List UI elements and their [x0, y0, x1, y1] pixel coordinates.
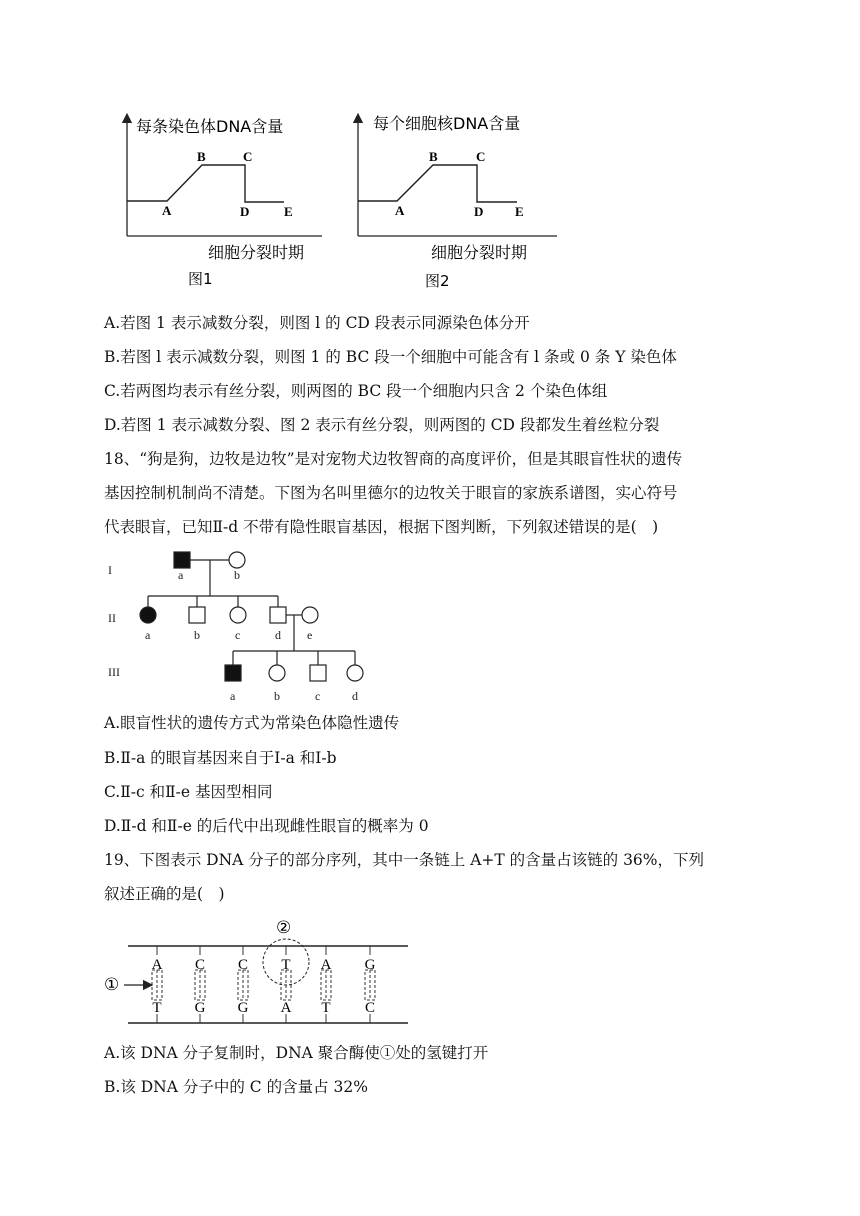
gen1-a-affected-male [174, 552, 190, 568]
point-C: C [243, 149, 253, 164]
gen1-b-label: b [234, 568, 240, 582]
gen2-b-label: b [194, 628, 200, 642]
q18-option-c: C.Ⅱ-c 和Ⅱ-e 基因型相同 [104, 783, 273, 801]
point-C: C [476, 149, 486, 164]
top-base-letter: C [237, 957, 249, 973]
gen2-b-male [189, 607, 205, 623]
q17-option-b: B.若图 l 表示减数分裂，则图 1 的 BC 段一个细胞中可能含有 l 条或 0 条 Y 染色体 [104, 348, 677, 366]
q18-option-d: D.Ⅱ-d 和Ⅱ-e 的后代中出现雌性眼盲的概率为 0 [104, 817, 429, 835]
gen3-d-label: d [352, 689, 358, 703]
bottom-base-letter: T [152, 1000, 162, 1016]
generation-label-3: III [108, 665, 120, 679]
bottom-base-letter: G [194, 1000, 206, 1016]
q17-option-a: A.若图 1 表示减数分裂，则图 l 的 CD 段表示同源染色体分开 [104, 314, 530, 332]
gen1-a-label: a [178, 568, 184, 582]
gen3-a-label: a [230, 689, 236, 703]
figure-caption: 图2 [425, 272, 450, 290]
gen2-a-label: a [145, 628, 151, 642]
gen2-c-label: c [235, 628, 241, 642]
gen2-e-female [302, 607, 318, 623]
pedigree-chart [100, 543, 390, 708]
gen3-c-male [310, 665, 326, 681]
gen3-a-affected-male [225, 665, 241, 681]
q18-option-a: A.眼盲性状的遗传方式为常染色体隐性遗传 [104, 714, 400, 732]
dna-diagram [100, 912, 415, 1032]
point-E: E [515, 204, 524, 219]
gen2-a-affected-female [140, 607, 156, 623]
point-A: A [395, 203, 405, 218]
gen2-c-female [230, 607, 246, 623]
marker-2-label: ② [276, 918, 292, 937]
point-B: B [197, 149, 206, 164]
top-base-letter: A [151, 957, 163, 973]
gen3-c-label: c [315, 689, 321, 703]
top-base-letter: G [364, 957, 376, 973]
gen3-b-female [269, 665, 285, 681]
bottom-base-letter: A [280, 1000, 292, 1016]
y-axis-label: 每个细胞核DNA含量 [373, 114, 521, 133]
generation-label-1: I [108, 563, 112, 577]
q18-stem-line-3: 代表眼盲，已知Ⅱ-d 不带有隐性眼盲基因，根据下图判断，下列叙述错误的是( ) [104, 518, 659, 536]
q17-option-d: D.若图 1 表示减数分裂、图 2 表示有丝分裂，则两图的 CD 段都发生着丝粒分裂 [104, 416, 660, 434]
point-D: D [474, 204, 484, 219]
y-axis-label: 每条染色体DNA含量 [136, 117, 284, 136]
data-curve [127, 165, 284, 202]
point-E: E [284, 204, 293, 219]
figure-1-graph [110, 108, 325, 298]
top-base-letter: A [320, 957, 332, 973]
top-base-letter: T [281, 957, 291, 973]
q18-option-b: B.Ⅱ-a 的眼盲基因来自于Ⅰ-a 和Ⅰ-b [104, 749, 337, 767]
marker-1-label: ① [104, 975, 120, 994]
q19-option-a: A.该 DNA 分子复制时，DNA 聚合酶使①处的氢键打开 [104, 1044, 489, 1062]
point-D: D [240, 204, 250, 219]
gen2-e-label: e [307, 628, 313, 642]
gen3-d-female [347, 665, 363, 681]
bottom-base-letter: T [321, 1000, 331, 1016]
point-B: B [429, 149, 438, 164]
q19-stem-line-1: 19、下图表示 DNA 分子的部分序列，其中一条链上 A+T 的含量占该链的 36%，下列 [104, 851, 705, 869]
figure-caption: 图1 [188, 270, 213, 288]
point-A: A [162, 203, 172, 218]
q19-stem-line-2: 叙述正确的是( ) [104, 885, 225, 903]
gen1-b-female [229, 552, 245, 568]
data-curve [358, 165, 517, 202]
bottom-base-letter: C [364, 1000, 376, 1016]
generation-label-2: II [108, 611, 116, 625]
figure-2-graph [345, 108, 560, 298]
x-axis-label: 细胞分裂时期 [431, 243, 528, 262]
gen3-b-label: b [274, 689, 280, 703]
q17-option-c: C.若两图均表示有丝分裂，则两图的 BC 段一个细胞内只含 2 个染色体组 [104, 382, 608, 400]
bottom-base-letter: G [237, 1000, 249, 1016]
top-base-letter: C [194, 957, 206, 973]
q18-stem-line-2: 基因控制机制尚不清楚。下图为名叫里德尔的边牧关于眼盲的家族系谱图，实心符号 [104, 484, 678, 502]
x-axis-label: 细胞分裂时期 [208, 243, 305, 262]
gen2-d-male [270, 607, 286, 623]
q18-stem-line-1: 18、“狗是狗，边牧是边牧”是对宠物犬边牧智商的高度评价，但是其眼盲性状的遗传 [104, 450, 683, 468]
q19-option-b: B.该 DNA 分子中的 C 的含量占 32% [104, 1078, 368, 1096]
gen2-d-label: d [275, 628, 281, 642]
